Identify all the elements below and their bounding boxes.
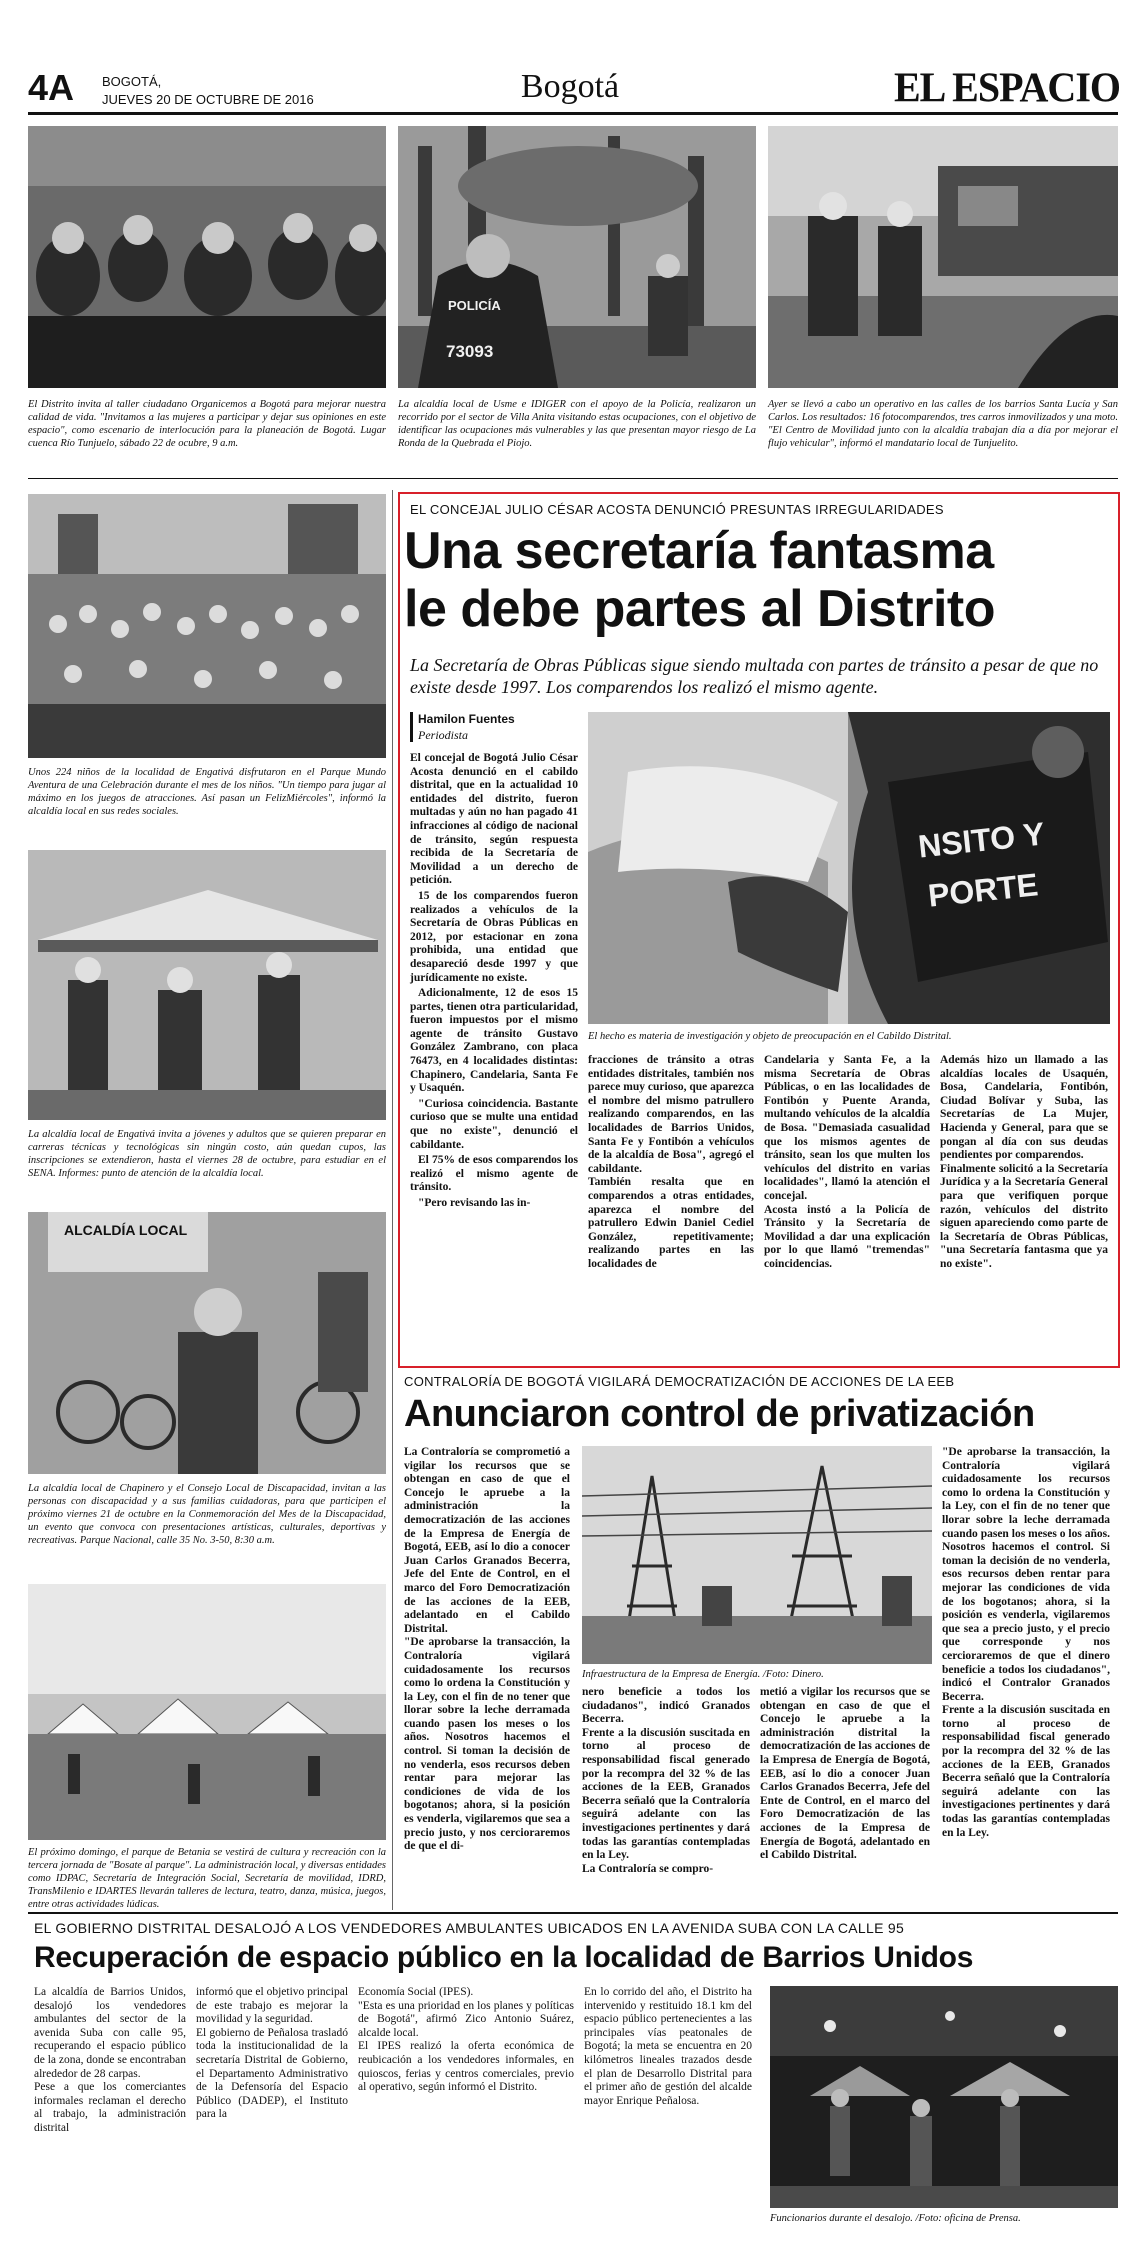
lead-col-2: fracciones de tránsito a otras entidades distritales, también nos parece muy curioso, que aparezca el nombre del mismo patrullero realizando comparendos, en las localidades de Barrios Unidos, Santa Fe y Fontibón a vehículos de la alcaldía de Bosa", agregó el cabildante. También resalta que en comparendos a otras entidades, aparezca el nombre del patrullero Edwin Daniel Cediel González, repetitivamente; realizando partes en las localidades de <box>588 1054 754 1270</box>
lead-col-4: Además hizo un llamado a las alcaldías locales de Usaquén, Bosa, Candelaria, Fontibón, Ciudad Bolívar y Suba, las Secretarías de La Mujer, Hacienda y General, para que se pongan al día con sus deudas pendientes por comparendos. Finalmente solicitó a la Secretaría Jurídica y a la Secretaría General para que verifiquen porque razón, vehículos del distrito siguen apareciendo como parte de la Secretaría de Obras Públicas, "una Secretaría fantasma que ya no existe". <box>940 1054 1108 1270</box>
masthead-rule <box>28 112 1118 115</box>
photo-children-park <box>28 494 386 758</box>
byline-bar <box>410 712 413 742</box>
photo-transit-agent <box>588 712 1110 1024</box>
tent-sign-text: ALCALDÍA LOCAL <box>64 1222 188 1238</box>
byline-role: Periodista <box>418 728 468 742</box>
sidebar-caption-3: La alcaldía local de Chapinero y el Consejo Local de Discapacidad, invitan a las personas con discapacidad y a sus familias cuidadoras, para que participen el próximo viernes 21 de octubre en la Conmemoración del Mes de la Discapacidad, un evento que convoca con presentaciones artísticas, culturales, deportivas y recreativas. Parque Nacional, calle 35 No. 3-50, 8:30 a.m. <box>28 1483 386 1546</box>
second-photo-caption: Infraestructura de la Empresa de Energía. /Foto: Dinero. <box>582 1669 824 1680</box>
lead-col-1-p5: El 75% de esos comparendos los realizó el mismo agente de tránsito. <box>410 1154 578 1194</box>
section-title: Bogotá <box>520 68 620 105</box>
second-col-2: nero beneficie a todos los ciudadanos", indicó Granados Becerra. Frente a la discusión suscitada en torno al proceso de responsabilidad fiscal generado por la recompra del 32 % de las acciones de la EEB, Granados Becerra señaló que la Contraloría seguirá adelante con las investigaciones pertinentes y dará todas las garantías contempladas en la Ley. La Contraloría se compro- <box>582 1686 750 1875</box>
police-vest-text: POLICÍA <box>448 298 501 313</box>
caption-top-left: El Distrito invita al taller ciudadano Organicemos a Bogotá para mejorar nuestra calidad de vida. "Invitamos a las mujeres a participar y dejar sus opiniones en este espacio", como escenario de interlocución para la planeación de Bogotá. Lugar cuenca Río Tunjuelo, sábado 22 de ocubre, 9 a.m. <box>28 399 386 449</box>
date-line: JUEVES 20 DE OCTUBRE DE 2016 <box>102 92 314 107</box>
second-col-1: La Contraloría se comprometió a vigilar los recursos que se obtengan en caso de que el Concejo le apruebe a la administración la democratización de las acciones de la Empresa de Energía de Bogotá, EEB, así lo dio a conocer Juan Carlos Granados Becerra, Jefe del Ente de Control, en el marco del Foro Democratización de las acciones de la EEB, adelantado en el Cabildo Distrital. "De aprobarse la transacción, la Contraloría vigilará cuidadosamente los recursos como lo ordena la Constitución y la Ley, con el fin de no tener que llorar sobre la leche derramada cuando pasen los meses o los años. Nosotros hacemos el control. Si toman la decisión de no venderla, esos recursos deben rentar para mejorar las condiciones de vida de los bogotanos; ahora, si la posición es venderla, vigilaremos que sea a precio justo, y nos cercioraremos de que el di- <box>404 1446 570 1853</box>
lead-deck: La Secretaría de Obras Públicas sigue siendo multada con partes de tránsito a pesar de que no existe desde 1997. Los comparendos los realizó el mismo agente. <box>410 655 1099 697</box>
second-col-3: metió a vigilar los recursos que se obtengan en caso de que el Concejo le apruebe a la administración distrital la democratización de las acciones de la Empresa de Energía de Bogotá, EEB, así lo dio a conocer Juan Carlos Granados Becerra, Jefe del Ente de Control, en el marco del Foro Democratización de las acciones de la Empresa de Energía de Bogotá, adelantado en el Cabildo Distrital. <box>760 1686 930 1862</box>
caption-top-middle: La alcaldía local de Usme e IDIGER con el apoyo de la Policía, realizaron un recorrido por el sector de Villa Anita visitando estas ocupaciones, con el objetivo de identificar las ocupaciones más vulnerables y las que presentan mayor riesgo de La Ronda de la Quebrada el Piojo. <box>398 399 756 449</box>
lead-headline-2: le debe partes al Distrito <box>404 580 995 638</box>
city-line: BOGOTÁ, <box>102 74 162 89</box>
second-kicker: CONTRALORÍA DE BOGOTÁ VIGILARÁ DEMOCRATIZACIÓN DE ACCIONES DE LA EEB <box>404 1374 955 1389</box>
lead-col-1-p1: El concejal de Bogotá Julio César Acosta denunció en el cabildo distrital, que en la actualidad 10 entidades del distrito, fueron multadas y aún no han pagado 41 infracciones al código de nacional de tránsito, según respuesta recibida de la Secretaría de Movilidad a un derecho de petición. <box>410 752 578 887</box>
top-row-rule <box>28 478 1118 479</box>
transit-badge-line-1: NSITO Y <box>916 815 1047 865</box>
bottom-photo-caption: Funcionarios durante el desalojo. /Foto: oficina de Prensa. <box>770 2213 1021 2224</box>
second-headline: Anunciaron control de privatización <box>404 1393 1035 1435</box>
photo-sena-tent <box>28 850 386 1120</box>
lead-col-1-p3: Adicionalmente, 12 de esos 15 partes, tienen otra particularidad, fueron impuestos por el mismo agente de tránsito Gustavo González Zambrano, con placa 76473, en 4 localidades distintas: Chapinero, Candelaria, Santa Fe y Usaquén. <box>410 987 578 1095</box>
photo-betania-park <box>28 1584 386 1840</box>
lead-col-3: Candelaria y Santa Fe, a la misma Secretaría de Obras Públicas, o en las localidades de Fontibón y Puente Aranda, multando vehículos de la alcaldía de Bosa. "Demasiada casualidad que los mismos agentes de tránsito, sean los que multen los vehículos del distrito en varias localidades", llamó la atención el concejal. Acosta instó a la Policía de Tránsito y la Secretaría de Movilidad a dar una explicación por lo que llamó "tremendas" coincidencias. <box>764 1054 930 1270</box>
bottom-col-4: En lo corrido del año, el Distrito ha intervenido y restituido 18.1 km del espacio público pertenecientes a las principales vías peatonales de Bogotá; la meta se encuentra en 20 kilómetros lineales trazados desde el plan de Desarrollo Distrital para el primer año de gestión del alcalde mayor Enrique Peñalosa. <box>584 1986 752 2107</box>
photo-disability-event <box>28 1212 386 1474</box>
lead-photo-caption: El hecho es materia de investigación y objeto de preocupación en el Cabildo Distrital. <box>588 1031 952 1042</box>
bottom-col-2: informó que el objetivo principal de este trabajo es mejorar la movilidad y la seguridad. El gobierno de Peñalosa trasladó toda la institucionalidad de la secretaría Distrital de Gobierno, el Departamento Administrativo de la Defensoría del Espacio Público (DADEP), el Instituto para la <box>196 1986 349 2121</box>
lead-headline-1: Una secretaría fantasma <box>404 522 994 580</box>
bottom-section-rule <box>28 1912 1118 1914</box>
bottom-headline: Recuperación de espacio público en la localidad de Barrios Unidos <box>34 1941 974 1974</box>
sidebar-caption-2: La alcaldía local de Engativá invita a jóvenes y adultos que se quieren preparar en carreras técnicas y tecnológicas sin ningún costo, aún quedan cupos, las inscripciones se extendieron, hasta el viernes 28 de octubre, para estudiar en el SENA. Informes: punto de atención de la alcaldía local. <box>28 1129 386 1179</box>
page-number: 4A <box>28 67 75 108</box>
caption-top-right: Ayer se llevó a cabo un operativo en las calles de los barrios Santa Lucía y San Carlos. Los resultados: 16 fotocomparendos, tres carros inmovilizados y una moto. "El Centro de Movilidad junto con la alcaldía trabajan día a día por mejorar el flujo vehicular", informó el mandatario local de Tunjuelito. <box>768 399 1118 449</box>
sidebar-caption-4: El próximo domingo, el parque de Betania se vestirá de cultura y recreación con la tercera jornada de "Bosate al parque". La administración local, y diversas entidades como IDPAC, Secretaría de Integración Social, Secretaría de movilidad, IDRD, TransMilenio e IDARTES llevarán talleres de lectura, teatro, danza, música, juegos, entre otras actividades lúdicas. <box>28 1847 386 1910</box>
bottom-col-3: Economía Social (IPES). "Esta es una prioridad en los planes y políticas de Bogotá", afirmó Zico Antonio Suárez, alcalde local. El IPES realizó la oferta económica de reubicación a los vendedores informales, en quioscos, ferias y centros comerciales, previo al operativo, según informó el Distrito. <box>358 1986 574 2094</box>
transit-badge-line-2: PORTE <box>926 866 1040 914</box>
sidebar-caption-1: Unos 224 niños de la localidad de Engativá disfrutaron en el Parque Mundo Aventura de una Celebración durante el mes de los niños. "Un tiempo para jugar al máximo en los juegos de atracciones. Así pasan un FelizMiércoles", informó la alcaldía local en sus redes sociales. <box>28 767 386 817</box>
lead-col-1-p4: "Curiosa coincidencia. Bastante curioso que se multe una entidad que no existe", denunció el cabildante. <box>410 1097 578 1151</box>
photo-traffic-operation <box>768 126 1118 388</box>
lead-col-1-p2: 15 de los comparendos fueron realizados a vehículos de la Secretaría de Obras Públicas en 2012, por estacionar en zona prohibida, una entidad que desapareció desde 1997 y que jurídicamente no existe. <box>410 889 578 984</box>
photo-police-usme <box>398 126 756 388</box>
photo-vendor-eviction <box>770 1986 1118 2208</box>
byline-name: Hamilon Fuentes <box>418 712 515 726</box>
bottom-kicker: EL GOBIERNO DISTRITAL DESALOJÓ A LOS VENDEDORES AMBULANTES UBICADOS EN LA AVENIDA SUBA CON LA CALLE 95 <box>34 1920 905 1936</box>
second-col-4: "De aprobarse la transacción, la Contraloría vigilará cuidadosamente los recursos como lo ordena la Constitución y la Ley, con el fin de no tener que llorar sobre la leche derramada cuando pasen los meses o los años. Nosotros hacemos el control. Si toman la decisión de no venderla, esos recursos deben rentar para mejorar las condiciones de vida de los bogotanos; ahora, si la posición es venderla, vigilaremos que sea a precio justo, y el precio que corresponde y nos cercioraremos de que el dinero beneficie a todos los ciudadanos", indicó el Contralor Granados Becerra. Frente a la discusión suscitada en torno al proceso de responsabilidad fiscal generado por la recompra del 32 % de las acciones de la EEB, Granados Becerra señaló que la Contraloría seguirá adelante con las investigaciones pertinentes y dará todas las garantías contempladas en la Ley. <box>942 1446 1110 1839</box>
paper-logo: EL ESPACIO <box>894 63 1120 112</box>
lead-col-1-p6: "Pero revisando las in- <box>418 1197 531 1209</box>
photo-women-workshop <box>28 126 386 388</box>
bottom-col-1: La alcaldía de Barrios Unidos, desalojó los vendedores ambulantes del sector de la avenida Suba con calle 95, recuperando el espacio público de la zona, donde se encontraban alrededor de 28 carpas. Pese a que los comerciantes informales reclaman el derecho al trabajo, la administración distrital <box>34 1986 186 2134</box>
photo-power-substation <box>582 1446 932 1664</box>
lead-kicker: EL CONCEJAL JULIO CÉSAR ACOSTA DENUNCIÓ PRESUNTAS IRREGULARIDADES <box>410 502 944 517</box>
lead-col-1 <box>410 752 578 1213</box>
police-number-text: 73093 <box>446 342 494 361</box>
sidebar-divider <box>392 490 393 1910</box>
